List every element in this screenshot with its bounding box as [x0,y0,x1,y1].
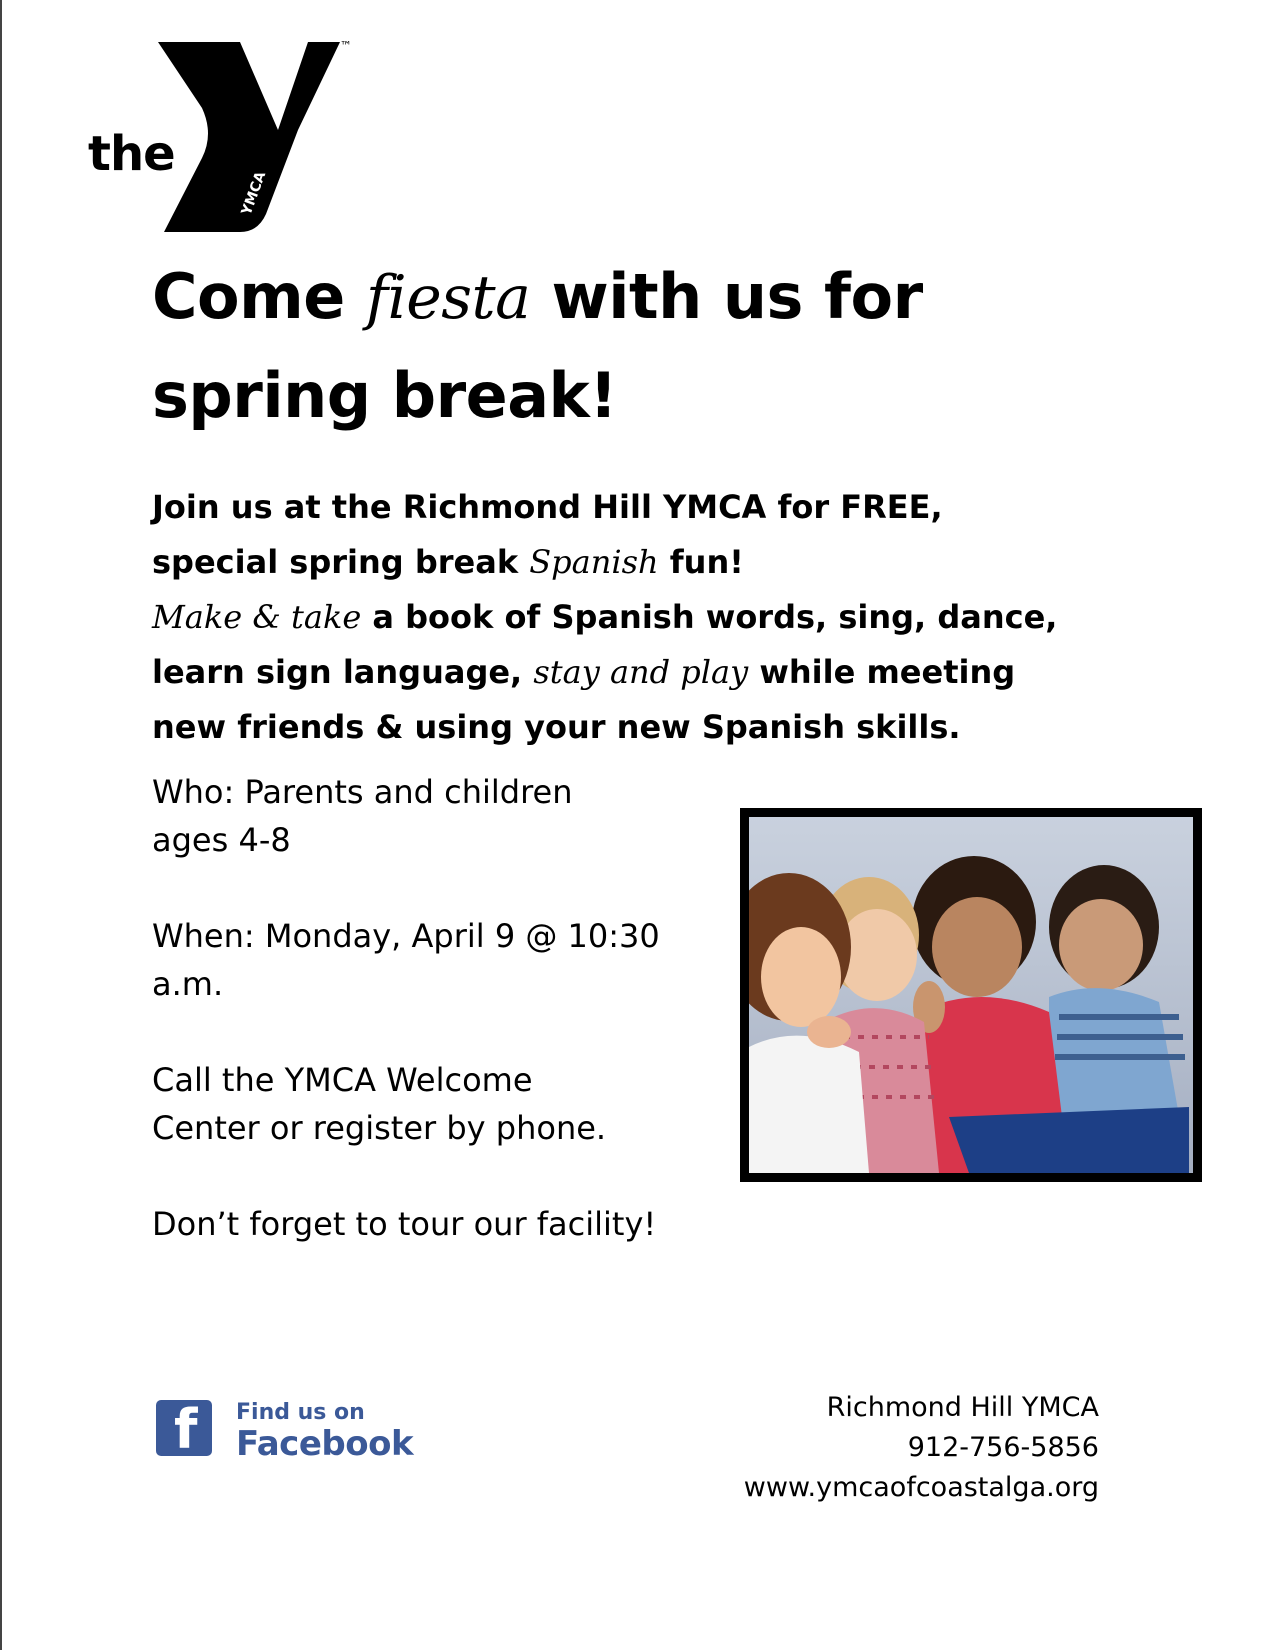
intro-line-4-post: while meeting [759,653,1016,691]
children-illustration [749,817,1193,1173]
headline-line-2: spring break! [152,359,618,432]
who-block [152,768,712,864]
when-block [152,912,712,1008]
who-line-1: Who: Parents and children [152,773,573,811]
call-block [152,1056,712,1152]
headline [152,248,1152,445]
event-details [152,768,712,1296]
intro-line-4 [152,645,1172,700]
logo-the-text: the [88,126,175,182]
facebook-name: Facebook [236,1424,414,1464]
intro-line-4-pre: learn sign language, [152,653,523,691]
contact-website[interactable]: www.ymcaofcoastalga.org [743,1472,1099,1503]
tour-line: Don’t forget to tour our facility! [152,1205,657,1243]
intro-line-2-pre: special spring break [152,543,519,581]
children-photo [740,808,1202,1182]
ymca-y-icon [158,38,358,238]
intro-paragraph [152,480,1172,755]
when-line-1: When: Monday, April 9 @ 10:30 [152,917,660,955]
intro-spanish: Spanish [529,543,659,581]
intro-line-1: Join us at the Richmond Hill YMCA for FREE, [152,488,943,526]
call-line-1: Call the YMCA Welcome [152,1061,533,1099]
page-edge [0,0,2,1650]
who-line-2: ages 4-8 [152,821,291,859]
intro-line-3 [152,590,1172,645]
intro-stay-and-play: stay and play [533,653,749,691]
logo-ymca-text: YMCA [238,169,270,218]
facebook-badge[interactable] [156,1400,416,1464]
intro-line-2-post: fun! [669,543,744,581]
contact-phone: 912-756-5856 [907,1432,1099,1463]
call-line-2: Center or register by phone. [152,1109,607,1147]
intro-line-2 [152,535,1172,590]
when-line-2: a.m. [152,965,224,1003]
facebook-letter: f [174,1398,198,1461]
facebook-find-text: Find us on [236,1400,365,1425]
intro-line-5: new friends & using your new Spanish skills. [152,708,961,746]
intro-line-3-post: a book of Spanish words, sing, dance, [372,598,1058,636]
contact-name: Richmond Hill YMCA [826,1392,1099,1423]
ymca-logo [88,38,358,238]
logo-trademark: ™ [340,39,352,53]
intro-make-and-take: Make & take [152,598,362,636]
facebook-icon [156,1398,212,1461]
headline-come: Come [152,260,345,333]
headline-line-1 [152,248,1152,347]
contact-info [744,1388,1099,1508]
headline-fiesta: fiesta [365,263,531,333]
headline-with-us-for: with us for [551,260,923,333]
